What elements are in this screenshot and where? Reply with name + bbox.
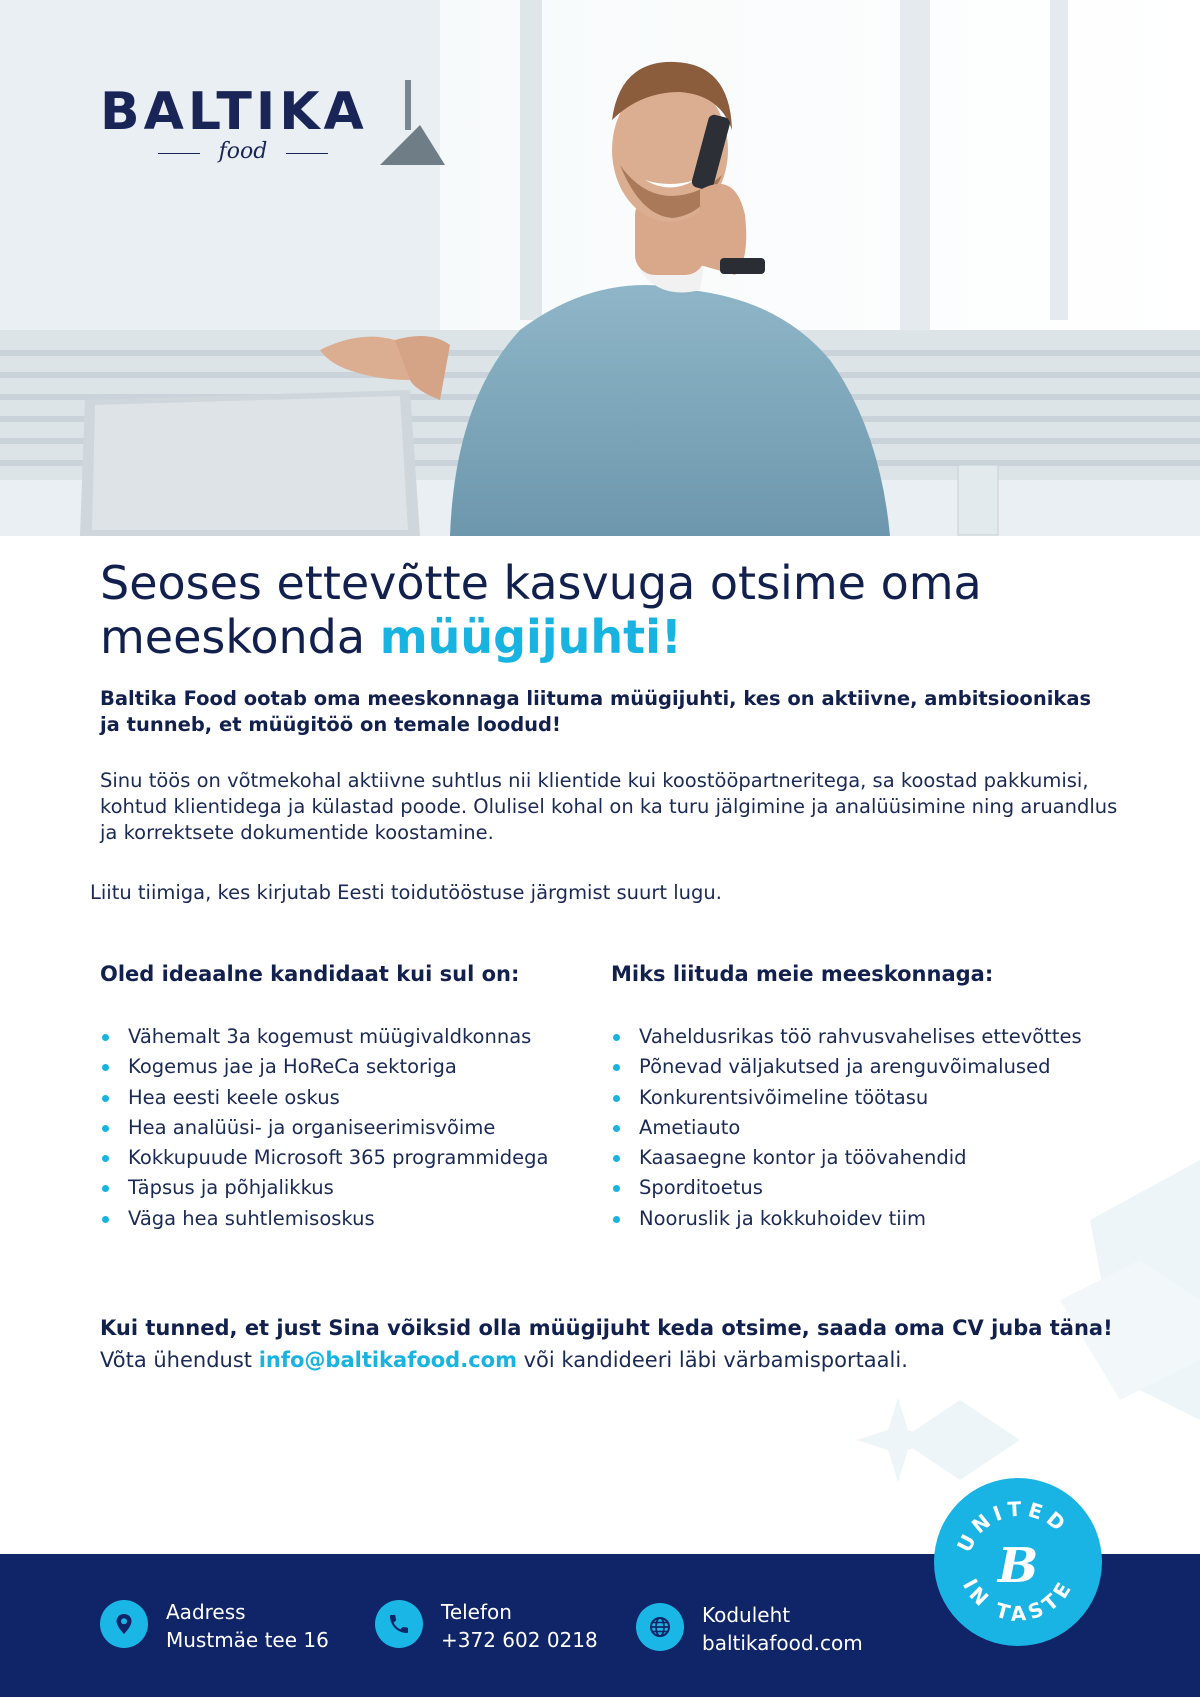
cta-heading: Kui tunned, et just Sina võiksid olla müügijuht keda otsime, saada oma CV juba täna! (100, 1316, 1113, 1340)
cta-post: või kandideeri läbi värbamisportaali. (516, 1348, 908, 1372)
list-item: Täpsus ja põhjalikkus (100, 1173, 620, 1203)
list-item: Põnevad väljakutsed ja arenguvõimalused (611, 1052, 1131, 1082)
list-item: Nooruslik ja kokkuhoidev tiim (611, 1204, 1131, 1234)
phone-icon (375, 1600, 423, 1648)
cta-contact-line (100, 1346, 1160, 1374)
headline-line-2-start: meeskonda (100, 610, 380, 664)
address-value: Mustmäe tee 16 (166, 1628, 329, 1652)
web-value[interactable]: baltikafood.com (702, 1631, 863, 1655)
benefits-title: Miks liituda meie meeskonnaga: (611, 962, 994, 986)
location-pin-icon (100, 1600, 148, 1648)
list-item: Kokkupuude Microsoft 365 programmidega (100, 1143, 620, 1173)
list-item: Hea eesti keele oskus (100, 1083, 620, 1113)
list-item: Sporditoetus (611, 1173, 1131, 1203)
body-paragraph: Sinu töös on võtmekohal aktiivne suhtlus nii klientide kui koostööpartneritega, sa koostad pakkumisi, kohtud klientidega ja külastad poode. Olulisel kohal on ka turu jälgimine ja analüüsimine ning aruandlus ja korrektsete dokumentide koostamine. (100, 769, 1118, 844)
united-in-taste-badge (934, 1478, 1102, 1646)
list-item: Konkurentsivõimeline töötasu (611, 1083, 1131, 1113)
lead-paragraph: Baltika Food ootab oma meeskonnaga liituma müügijuhti, kes on aktiivne, ambitsioonikas ja tunneb, et müügitöö on temale loodud! (100, 687, 1092, 736)
address-label: Aadress (166, 1600, 246, 1624)
list-item: Hea analüüsi- ja organiseerimisvõime (100, 1113, 620, 1143)
badge-graphic (934, 1478, 1102, 1646)
globe-icon (636, 1603, 684, 1651)
cta-pre: Võta ühendust (100, 1348, 259, 1372)
badge-letter: B (997, 1538, 1039, 1594)
badge-bottom-text: IN TASTE (958, 1574, 1079, 1626)
requirements-title: Oled ideaalne kandidaat kui sul on: (100, 962, 520, 986)
logo-wordmark: BALTIKA (100, 82, 368, 142)
email-link[interactable]: info@baltikafood.com (258, 1348, 517, 1372)
list-item: Kogemus jae ja HoReCa sektoriga (100, 1052, 620, 1082)
list-item: Väga hea suhtlemisoskus (100, 1204, 620, 1234)
logo-subtitle: food (218, 139, 268, 164)
phone-value[interactable]: +372 602 0218 (441, 1628, 598, 1652)
headline-line-1: Seoses ettevõtte kasvuga otsime oma (100, 556, 982, 610)
list-item: Kaasaegne kontor ja töövahendid (611, 1143, 1131, 1173)
list-item: Vähemalt 3a kogemust müügivaldkonnas (100, 1022, 620, 1052)
badge-top-text: UNITED (952, 1496, 1074, 1556)
web-label: Koduleht (702, 1603, 791, 1627)
phone-label: Telefon (441, 1600, 512, 1624)
list-item: Ametiauto (611, 1113, 1131, 1143)
headline-accent: müügijuhti! (379, 610, 682, 664)
list-item: Vaheldusrikas töö rahvusvahelises ettevõttes (611, 1022, 1131, 1052)
body-tagline: Liitu tiimiga, kes kirjutab Eesti toidutööstuse järgmist suurt lugu. (90, 881, 722, 904)
